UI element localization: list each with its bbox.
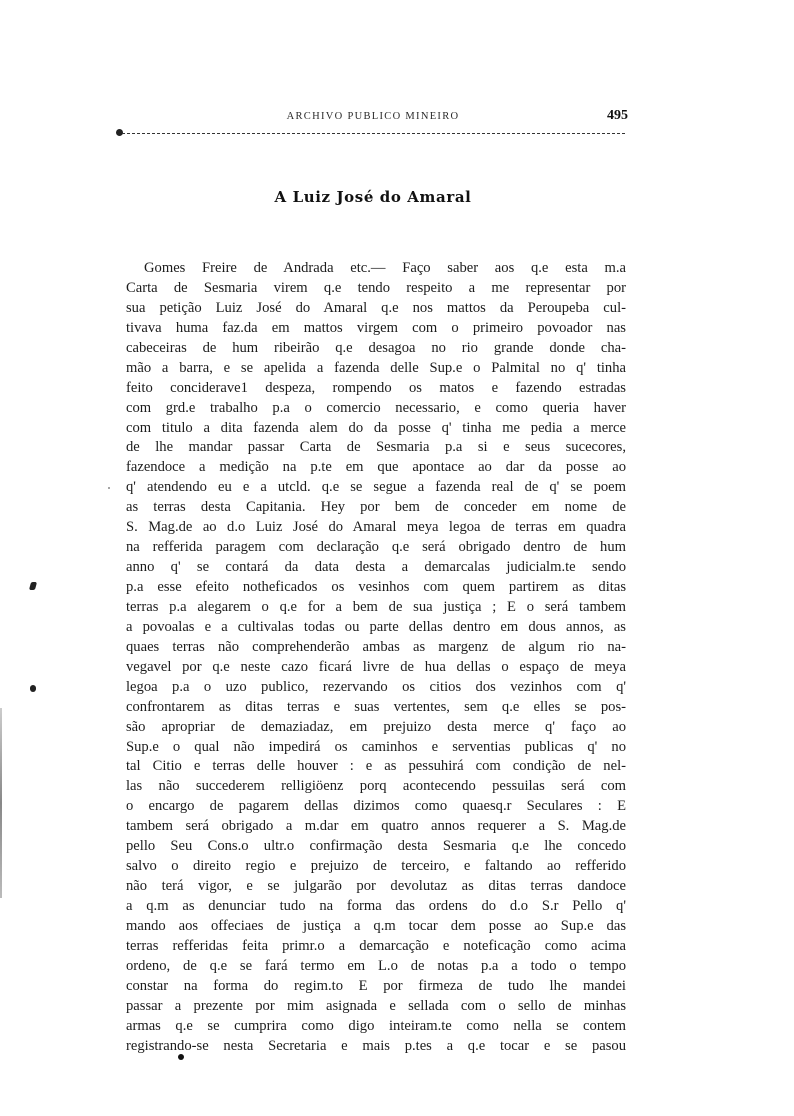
text-line: Carta de Sesmaria virem q.e tendo respeito a me representar por — [126, 279, 626, 296]
text-line: legoa p.a o uzo publico, rezervando os citios dos vezinhos com q' — [126, 678, 626, 695]
text-line: tivava huma faz.da em mattos virgem com o primeiro povoador nas — [126, 319, 626, 336]
text-line: passar a prezente por mim asignada e sellada com o sello de minhas — [126, 997, 626, 1014]
page-number: 495 — [607, 108, 628, 123]
text-line: salvo o direito regio e prejuizo de terceiro, e faltando ao refferido — [126, 858, 626, 875]
text-line: com grd.e trabalho p.a o comercio necessario, e como queria haver — [126, 399, 626, 416]
text-line: constar na forma do regim.to E por firmeza de tudo lhe mandei — [126, 977, 626, 994]
text-line: o encargo de pagarem dellas dizimos como quaesq.r Seculares : E — [126, 798, 626, 815]
text-line: feito conciderave1 despeza, rompendo os matos e fazendo estradas — [126, 379, 626, 396]
text-line: terras p.a alegarem o q.e for a bem de sua justiça ; E o será tambem — [126, 598, 626, 615]
text-line: não terá vigor, e se julgarão por devolutaz as ditas terras dandoce — [126, 878, 626, 895]
text-line: mão a barra, e se apelida a fazenda delle Sup.e o Palmital no q' tinha — [126, 359, 626, 376]
scan-edge-shadow — [0, 708, 2, 898]
text-line: registrando-se nesta Secretaria e mais p.tes a q.e tocar e se pasou — [126, 1037, 626, 1054]
text-line: mando aos offeciaes de justiça a q.m tocar dem posse ao Sup.e das — [126, 917, 626, 934]
text-line: fazendoce a medição na p.te em que apontace ao dar da posse ao — [126, 459, 626, 476]
text-line: sua petição Luiz José do Amaral q.e nos mattos da Peroupeba cul- — [126, 299, 626, 316]
text-line: Sup.e o qual não impedirá os caminhos e serventias publicas q' no — [126, 738, 626, 755]
text-line: quaes terras não comprehenderão ambas as margenz de algum rio na- — [126, 638, 626, 655]
text-line: na refferida paragem com declaração q.e será obrigado dentro de hum — [126, 539, 626, 556]
text-line: ordeno, de q.e se fará termo em L.o de notas p.a a todo o tempo — [126, 957, 626, 974]
bottom-ink-dot — [178, 1054, 184, 1060]
margin-ink-blot — [30, 685, 36, 692]
text-line: S. Mag.de ao d.o Luiz José do Amaral meya legoa de terras em quadra — [126, 519, 626, 536]
text-line: com titulo a dita fazenda alem do da posse q' tinha me pedia a merce — [126, 419, 626, 436]
text-line: las não succederem relligiöenz porq acontecendo pessuilas será com — [126, 778, 626, 795]
text-line: são apropriar de demaziadaz, em prejuizo desta merce q' faço ao — [126, 718, 626, 735]
text-line: confrontarem as ditas terras e suas vertentes, sem q.e elles se pos- — [126, 698, 626, 715]
text-line: armas q.e se cumprira como digo inteiram.te como nella se contem — [126, 1017, 626, 1034]
text-line: as terras desta Capitania. Hey por bem de conceder em nome de — [126, 499, 626, 516]
text-line: p.a esse efeito notheficados os vesinhos com quem partirem as ditas — [126, 579, 626, 595]
text-line: cabeceiras de hum ribeirão q.e desagoa no rio grande donde cha- — [126, 339, 626, 356]
text-line: anno q' se contará da data desta a demarcalas judicialm.te sendo — [126, 559, 626, 576]
text-line: de lhe mandar passar Carta de Sesmaria p.a si e seus sucecores, — [126, 439, 626, 456]
text-line: tal Citio e terras delle houver : e as pessuhirá com condição de nel- — [126, 758, 626, 775]
text-line: Gomes Freire de Andrada etc.— Faço saber aos q.e esta m.a — [144, 260, 626, 276]
text-line: pello Seu Cons.o ultr.o confirmação desta Sesmaria q.e lhe concedo — [126, 838, 626, 855]
text-line: tambem será obrigado a m.dar em quatro annos requerer a S. Mag.de — [126, 818, 626, 835]
text-line: vegavel por q.e neste cazo ficará livre de hua dellas o espaço de meya — [126, 658, 626, 675]
text-line: q' atendendo eu e a utcld. q.e se segue a fazenda real de q' se poem — [126, 479, 626, 496]
running-head — [118, 108, 628, 128]
text-line: a povoalas e a cultivalas todas ou parte dellas dentro em dous annos, as — [126, 618, 626, 635]
document-title: A Luiz José do Amaral — [274, 188, 472, 206]
running-title: ARCHIVO PUBLICO MINEIRO — [286, 111, 460, 122]
margin-ink-blot — [29, 582, 37, 590]
text-line: terras refferidas feita primr.o a demarcação e noteficação como acima — [126, 937, 626, 954]
header-rule — [122, 133, 625, 134]
text-line: a q.m as denunciar tudo na forma das ordens do d.o S.r Pello q' — [126, 898, 626, 914]
body-text — [126, 259, 626, 1057]
margin-speck — [108, 487, 110, 489]
